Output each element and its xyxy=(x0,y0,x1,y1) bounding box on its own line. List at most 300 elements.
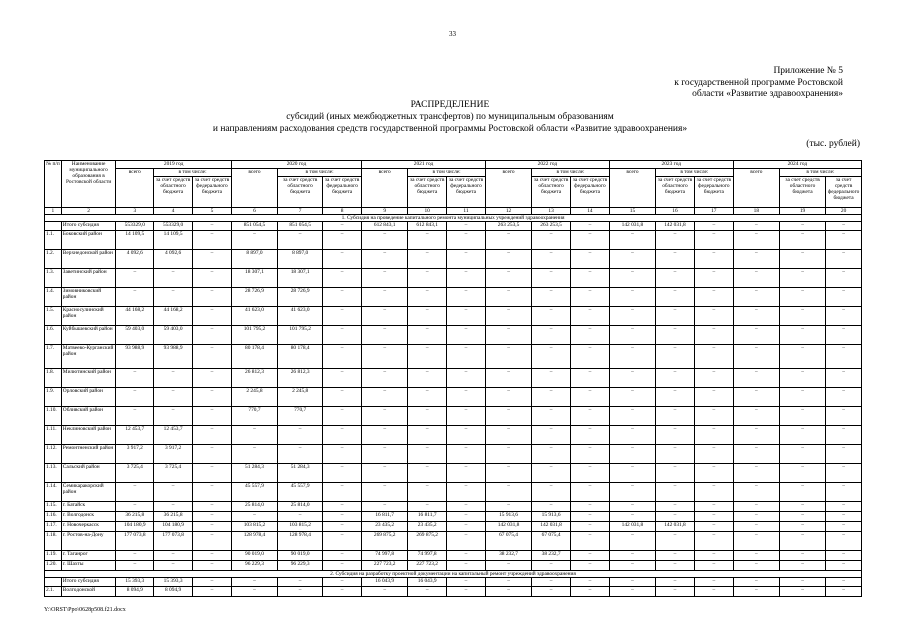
table-row xyxy=(45,551,862,561)
value-cell: – xyxy=(694,231,733,250)
value-cell: – xyxy=(278,231,323,250)
value-cell: – xyxy=(694,522,733,532)
value-cell: – xyxy=(694,250,733,269)
value-cell: – xyxy=(408,288,447,307)
value-cell: – xyxy=(193,561,232,571)
document-title xyxy=(140,100,760,135)
value-cell: – xyxy=(571,307,610,326)
table-row xyxy=(45,345,862,369)
value-cell: – xyxy=(485,345,531,369)
value-cell: – xyxy=(571,231,610,250)
value-cell: – xyxy=(733,512,779,522)
value-cell: – xyxy=(408,502,447,512)
value-cell: – xyxy=(116,502,154,512)
value-cell: – xyxy=(733,250,779,269)
value-cell: – xyxy=(154,483,193,502)
value-cell: – xyxy=(779,532,825,551)
value-cell: 15 913,6 xyxy=(485,512,531,522)
value-cell: – xyxy=(323,464,362,483)
value-cell: 41 623,0 xyxy=(278,307,323,326)
units-label: (тыс. рублей) xyxy=(806,139,860,149)
value-cell: – xyxy=(656,369,695,388)
value-cell: – xyxy=(154,551,193,561)
value-cell: – xyxy=(694,269,733,288)
value-cell: 51 284,3 xyxy=(278,464,323,483)
value-cell: – xyxy=(571,269,610,288)
value-cell: – xyxy=(571,288,610,307)
value-cell: – xyxy=(733,532,779,551)
value-cell: – xyxy=(656,502,695,512)
value-cell: – xyxy=(323,561,362,571)
value-cell: – xyxy=(609,231,655,250)
value-cell: – xyxy=(485,326,531,345)
value-cell: – xyxy=(779,326,825,345)
value-cell: – xyxy=(826,388,862,407)
value-cell: – xyxy=(571,426,610,445)
value-cell: – xyxy=(323,512,362,522)
value-cell: – xyxy=(779,250,825,269)
municipality-name-cell: г. Таганрог xyxy=(61,551,116,561)
value-cell: – xyxy=(447,288,486,307)
row-number-cell: 1.18. xyxy=(45,532,62,551)
value-cell: – xyxy=(532,326,571,345)
header-incl-cell: в том числе: xyxy=(779,169,861,177)
value-cell: – xyxy=(485,445,531,464)
header-regional-cell: за счет средств областного бюджета xyxy=(278,177,323,208)
value-cell: – xyxy=(779,522,825,532)
value-cell: – xyxy=(408,369,447,388)
value-cell: – xyxy=(733,587,779,597)
value-cell: – xyxy=(485,369,531,388)
row-number-cell: 1.4. xyxy=(45,288,62,307)
value-cell: – xyxy=(694,388,733,407)
row-number-cell: 1.19. xyxy=(45,551,62,561)
value-cell: – xyxy=(323,532,362,551)
value-cell: – xyxy=(278,426,323,445)
value-cell: – xyxy=(323,222,362,231)
value-cell: – xyxy=(408,426,447,445)
value-cell: – xyxy=(447,326,486,345)
value-cell: – xyxy=(323,426,362,445)
value-cell: 103 815,2 xyxy=(278,522,323,532)
value-cell: – xyxy=(694,512,733,522)
header-regional-cell: за счет средств областного бюджета xyxy=(656,177,695,208)
value-cell: – xyxy=(408,269,447,288)
value-cell: 28 726,9 xyxy=(231,288,277,307)
row-number-cell: 1.20. xyxy=(45,561,62,571)
value-cell: – xyxy=(323,326,362,345)
file-path-footer: Y:\ORST\Ppo\0628p508.f21.docx xyxy=(44,607,126,613)
value-cell: – xyxy=(532,288,571,307)
value-cell: – xyxy=(694,502,733,512)
row-number-cell: 2.1. xyxy=(45,587,62,597)
value-cell: – xyxy=(408,250,447,269)
table-row xyxy=(45,369,862,388)
municipality-name-cell: Обливский район xyxy=(61,407,116,426)
value-cell: – xyxy=(656,307,695,326)
value-cell: – xyxy=(826,326,862,345)
value-cell: 67 075,4 xyxy=(532,532,571,551)
value-cell: – xyxy=(733,326,779,345)
column-number-cell: 16 xyxy=(656,208,695,215)
value-cell: – xyxy=(826,532,862,551)
value-cell: 269 875,2 xyxy=(362,532,408,551)
section-title-cell: 1. Субсидия на проведение капитального ремонта муниципальных учреждений здравоохранения xyxy=(45,215,862,222)
header-total-cell: всего xyxy=(231,169,277,208)
value-cell: – xyxy=(193,502,232,512)
value-cell: – xyxy=(779,502,825,512)
value-cell: – xyxy=(362,307,408,326)
column-number-cell: 1 xyxy=(45,208,62,215)
value-cell: – xyxy=(447,388,486,407)
value-cell: – xyxy=(485,426,531,445)
value-cell: – xyxy=(609,512,655,522)
value-cell: – xyxy=(694,326,733,345)
value-cell: – xyxy=(485,502,531,512)
value-cell: 4 092,6 xyxy=(154,250,193,269)
header-total-cell: всего xyxy=(609,169,655,208)
value-cell: 38 232,7 xyxy=(485,551,531,561)
value-cell: – xyxy=(362,369,408,388)
value-cell: – xyxy=(826,231,862,250)
value-cell: – xyxy=(362,388,408,407)
value-cell: – xyxy=(779,561,825,571)
value-cell: 16 811,7 xyxy=(362,512,408,522)
value-cell: – xyxy=(362,426,408,445)
value-cell: – xyxy=(826,407,862,426)
value-cell: – xyxy=(694,307,733,326)
table-row xyxy=(45,250,862,269)
value-cell: – xyxy=(609,388,655,407)
value-cell: 104 180,9 xyxy=(116,522,154,532)
value-cell: 45 557,9 xyxy=(278,483,323,502)
value-cell: – xyxy=(571,587,610,597)
value-cell: – xyxy=(154,407,193,426)
value-cell: – xyxy=(779,269,825,288)
value-cell: – xyxy=(656,578,695,587)
value-cell: – xyxy=(609,502,655,512)
header-year-cell: 2020 год xyxy=(231,161,361,169)
value-cell: – xyxy=(193,269,232,288)
table-row xyxy=(45,587,862,597)
table-row xyxy=(45,464,862,483)
value-cell: 128 978,4 xyxy=(231,532,277,551)
value-cell: – xyxy=(826,464,862,483)
value-cell: – xyxy=(193,345,232,369)
value-cell: – xyxy=(733,231,779,250)
value-cell: – xyxy=(408,231,447,250)
value-cell: 23 435,2 xyxy=(408,522,447,532)
value-cell: – xyxy=(485,587,531,597)
value-cell: – xyxy=(609,578,655,587)
value-cell: – xyxy=(826,222,862,231)
row-number-cell: 1.16. xyxy=(45,512,62,522)
value-cell: – xyxy=(193,407,232,426)
value-cell: 74 997,8 xyxy=(408,551,447,561)
municipality-name-cell: Итого субсидия xyxy=(61,578,116,587)
value-cell: – xyxy=(694,345,733,369)
value-cell: – xyxy=(571,522,610,532)
value-cell: – xyxy=(231,512,277,522)
value-cell: – xyxy=(694,445,733,464)
value-cell: – xyxy=(656,512,695,522)
header-federal-cell: за счет средств федерального бюджета xyxy=(447,177,486,208)
table-row xyxy=(45,502,862,512)
header-incl-cell: в том числе: xyxy=(408,169,486,177)
value-cell: – xyxy=(193,512,232,522)
municipality-name-cell: Красносулинский район xyxy=(61,307,116,326)
value-cell: 16 811,7 xyxy=(408,512,447,522)
value-cell: – xyxy=(826,512,862,522)
value-cell: – xyxy=(779,464,825,483)
value-cell: – xyxy=(694,369,733,388)
value-cell: – xyxy=(571,532,610,551)
value-cell: – xyxy=(154,288,193,307)
value-cell: – xyxy=(231,578,277,587)
value-cell: – xyxy=(532,269,571,288)
value-cell: 14 109,5 xyxy=(116,231,154,250)
value-cell: – xyxy=(694,288,733,307)
value-cell: – xyxy=(408,464,447,483)
value-cell: – xyxy=(323,551,362,561)
value-cell: 227 723,2 xyxy=(408,561,447,571)
value-cell: – xyxy=(656,326,695,345)
value-cell: 8 897,0 xyxy=(231,250,277,269)
value-cell: 142 031,8 xyxy=(656,522,695,532)
value-cell: – xyxy=(826,426,862,445)
value-cell: – xyxy=(609,250,655,269)
value-cell: – xyxy=(779,578,825,587)
value-cell: 51 284,3 xyxy=(231,464,277,483)
value-cell: – xyxy=(656,587,695,597)
header-incl-cell: в том числе: xyxy=(278,169,362,177)
row-number-cell: 1.8. xyxy=(45,369,62,388)
value-cell: 12 453,7 xyxy=(154,426,193,445)
value-cell: – xyxy=(779,407,825,426)
value-cell: 15 393,3 xyxy=(154,578,193,587)
value-cell: – xyxy=(656,288,695,307)
value-cell: – xyxy=(447,426,486,445)
value-cell: – xyxy=(532,369,571,388)
value-cell: – xyxy=(656,561,695,571)
value-cell: – xyxy=(571,326,610,345)
page-number: 33 xyxy=(449,30,456,38)
value-cell: – xyxy=(826,288,862,307)
value-cell: – xyxy=(362,231,408,250)
value-cell: – xyxy=(485,464,531,483)
value-cell: – xyxy=(447,522,486,532)
value-cell: – xyxy=(779,307,825,326)
value-cell: – xyxy=(532,483,571,502)
row-number-cell: 1.9. xyxy=(45,388,62,407)
value-cell: 101 795,2 xyxy=(231,326,277,345)
value-cell: – xyxy=(826,578,862,587)
value-cell: 128 978,4 xyxy=(278,532,323,551)
header-num-cell: № п/п xyxy=(45,161,62,208)
value-cell: – xyxy=(323,502,362,512)
value-cell: 8 897,0 xyxy=(278,250,323,269)
header-federal-cell: за счет средств федерального бюджета xyxy=(571,177,610,208)
value-cell: – xyxy=(733,522,779,532)
value-cell: – xyxy=(656,532,695,551)
header-federal-cell: за счет средств федерального бюджета xyxy=(694,177,733,208)
value-cell: – xyxy=(193,445,232,464)
value-cell: 67 075,4 xyxy=(485,532,531,551)
value-cell: – xyxy=(571,345,610,369)
value-cell: 612 843,1 xyxy=(408,222,447,231)
value-cell: 96 229,3 xyxy=(278,561,323,571)
value-cell: 25 814,0 xyxy=(278,502,323,512)
value-cell: – xyxy=(656,464,695,483)
value-cell: – xyxy=(193,578,232,587)
value-cell: 93 988,9 xyxy=(116,345,154,369)
table-row xyxy=(45,326,862,345)
header-total-cell: всего xyxy=(362,169,408,208)
column-number-cell: 12 xyxy=(485,208,531,215)
value-cell: – xyxy=(231,445,277,464)
value-cell: – xyxy=(571,483,610,502)
value-cell: – xyxy=(193,369,232,388)
table-row xyxy=(45,522,862,532)
value-cell: – xyxy=(362,407,408,426)
column-number-cell: 8 xyxy=(323,208,362,215)
value-cell: 80 178,4 xyxy=(231,345,277,369)
value-cell: – xyxy=(826,561,862,571)
column-number-cell: 6 xyxy=(231,208,277,215)
value-cell: – xyxy=(779,288,825,307)
total-row xyxy=(45,578,862,587)
row-number-cell: 1.15. xyxy=(45,502,62,512)
value-cell: – xyxy=(485,307,531,326)
value-cell: – xyxy=(733,407,779,426)
value-cell: 4 092,6 xyxy=(116,250,154,269)
value-cell: – xyxy=(408,445,447,464)
value-cell: – xyxy=(656,269,695,288)
value-cell: – xyxy=(656,345,695,369)
municipality-name-cell: Зимовниковский район xyxy=(61,288,116,307)
value-cell: – xyxy=(779,388,825,407)
value-cell: – xyxy=(447,551,486,561)
value-cell: 25 814,0 xyxy=(231,502,277,512)
table-row xyxy=(45,445,862,464)
header-federal-cell: за счет средств федерального бюджета xyxy=(193,177,232,208)
value-cell: – xyxy=(408,345,447,369)
value-cell: – xyxy=(193,388,232,407)
value-cell: – xyxy=(694,464,733,483)
value-cell: – xyxy=(733,345,779,369)
value-cell: – xyxy=(733,445,779,464)
value-cell: – xyxy=(733,288,779,307)
value-cell: – xyxy=(779,369,825,388)
value-cell: 26 812,3 xyxy=(278,369,323,388)
value-cell: 59 403,0 xyxy=(116,326,154,345)
row-number-cell: 1.11. xyxy=(45,426,62,445)
value-cell: – xyxy=(485,231,531,250)
value-cell: – xyxy=(571,551,610,561)
table-row xyxy=(45,407,862,426)
value-cell: 553329,0 xyxy=(116,222,154,231)
value-cell: – xyxy=(116,288,154,307)
value-cell: – xyxy=(532,388,571,407)
value-cell: – xyxy=(532,345,571,369)
value-cell: 16 043,9 xyxy=(362,578,408,587)
total-row xyxy=(45,222,862,231)
value-cell: – xyxy=(571,464,610,483)
column-number-cell: 18 xyxy=(733,208,779,215)
value-cell: – xyxy=(447,502,486,512)
value-cell: – xyxy=(694,483,733,502)
value-cell: – xyxy=(609,587,655,597)
value-cell: – xyxy=(779,345,825,369)
value-cell: – xyxy=(231,587,277,597)
value-cell: 90 019,0 xyxy=(278,551,323,561)
value-cell: – xyxy=(193,483,232,502)
value-cell: – xyxy=(656,388,695,407)
header-total-cell: всего xyxy=(733,169,779,208)
municipality-name-cell: Боковский район xyxy=(61,231,116,250)
value-cell: – xyxy=(193,288,232,307)
value-cell: – xyxy=(609,445,655,464)
value-cell: – xyxy=(779,445,825,464)
value-cell: – xyxy=(447,407,486,426)
column-number-cell: 11 xyxy=(447,208,486,215)
value-cell: – xyxy=(362,483,408,502)
municipality-name-cell: Итого субсидия xyxy=(61,222,116,231)
column-number-cell: 19 xyxy=(779,208,825,215)
value-cell: – xyxy=(694,561,733,571)
value-cell: 26 812,3 xyxy=(231,369,277,388)
value-cell: – xyxy=(609,464,655,483)
value-cell: 227 723,2 xyxy=(362,561,408,571)
value-cell: – xyxy=(826,250,862,269)
appendix-line: к государственной программе Ростовской xyxy=(674,77,843,88)
value-cell: – xyxy=(609,369,655,388)
value-cell: – xyxy=(733,369,779,388)
value-cell: – xyxy=(532,561,571,571)
title-line: РАСПРЕДЕЛЕНИЕ xyxy=(410,100,490,110)
table-row xyxy=(45,426,862,445)
value-cell: – xyxy=(779,512,825,522)
value-cell: – xyxy=(571,561,610,571)
value-cell: – xyxy=(323,483,362,502)
value-cell: – xyxy=(826,345,862,369)
value-cell: 38 232,7 xyxy=(532,551,571,561)
value-cell: – xyxy=(447,532,486,551)
value-cell: – xyxy=(571,407,610,426)
value-cell: 851 054,5 xyxy=(231,222,277,231)
value-cell: – xyxy=(116,388,154,407)
value-cell: – xyxy=(408,483,447,502)
value-cell: 142 031,8 xyxy=(609,522,655,532)
value-cell: – xyxy=(323,522,362,532)
municipality-name-cell: г. Ростов-на-Дону xyxy=(61,532,116,551)
section-row xyxy=(45,215,862,222)
header-federal-cell: за счет средств федерального бюджета xyxy=(826,177,862,208)
row-number-cell: 1.7. xyxy=(45,345,62,369)
section-row xyxy=(45,571,862,578)
value-cell: 2 245,8 xyxy=(231,388,277,407)
value-cell: – xyxy=(826,269,862,288)
value-cell: – xyxy=(532,231,571,250)
header-year-cell: 2023 год xyxy=(609,161,733,169)
value-cell: – xyxy=(694,578,733,587)
value-cell: 104 180,9 xyxy=(154,522,193,532)
municipality-name-cell: Волгодонской xyxy=(61,587,116,597)
value-cell: – xyxy=(485,578,531,587)
value-cell: – xyxy=(826,369,862,388)
value-cell: – xyxy=(571,369,610,388)
column-number-cell: 2 xyxy=(61,208,116,215)
